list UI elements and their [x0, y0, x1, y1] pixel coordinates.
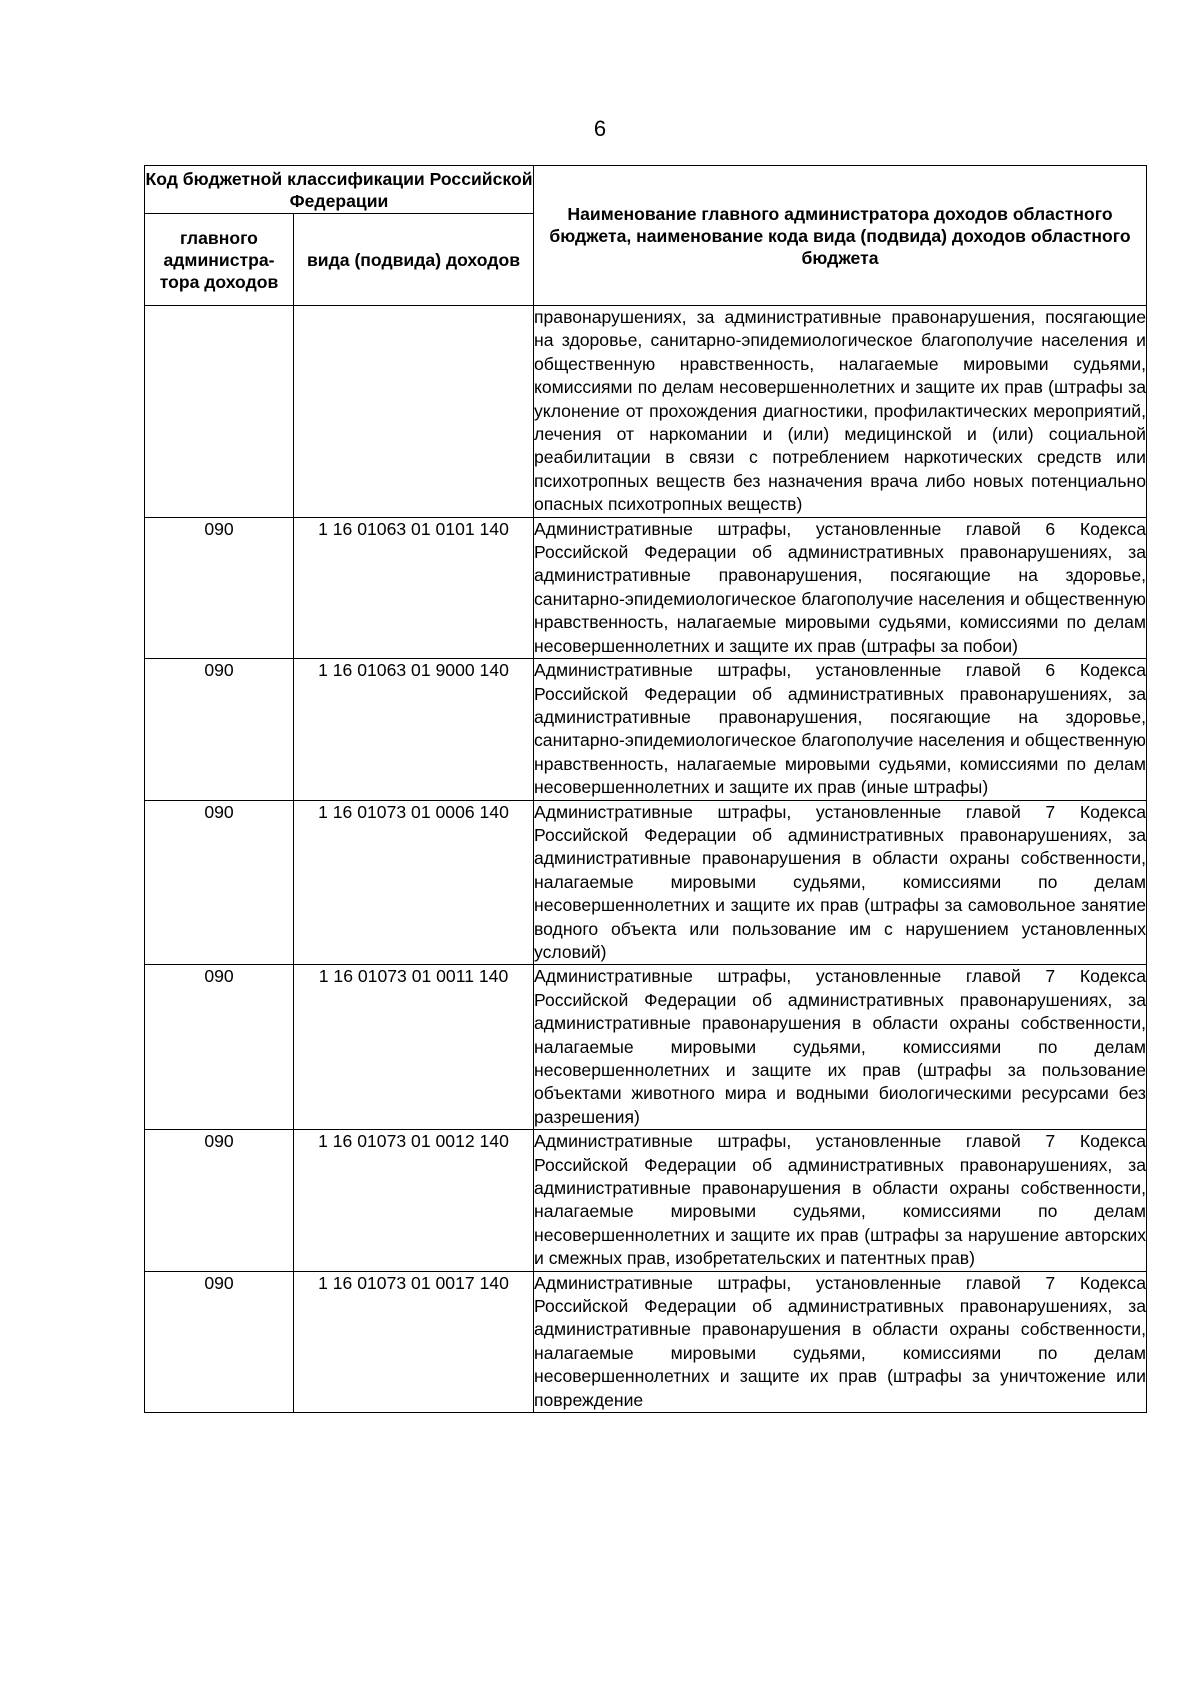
income-code-cell: 1 16 01063 01 0101 140: [294, 517, 534, 658]
admin-code-cell: 090: [145, 965, 294, 1130]
header-kind-column: вида (подвида) доходов: [294, 214, 534, 306]
table-body: [145, 306, 1147, 1413]
income-code-cell: 1 16 01073 01 0012 140: [294, 1130, 534, 1271]
admin-code-cell: 090: [145, 1130, 294, 1271]
income-code-cell: 1 16 01073 01 0006 140: [294, 800, 534, 965]
description-cell: Административные штрафы, установленные главой 7 Кодекса Российской Федерации об административных правонарушениях, за административные правонарушения в области охраны собственности, налагаемые мировыми судьями, комиссиями по делам несовершеннолетних и защите их прав (штрафы за уничтожение или повреждение: [534, 1271, 1147, 1412]
header-row-top: [145, 166, 1147, 214]
header-name-column: Наименование главного администратора доходов областного бюджета, наименование кода вида (подвида) доходов областного бюджета: [534, 166, 1147, 306]
table-row: [145, 517, 1147, 658]
income-code-cell: [294, 306, 534, 518]
description-cell: Административные штрафы, установленные главой 6 Кодекса Российской Федерации об административных правонарушениях, за административные правонарушения, посягающие на здоровье, санитарно-эпидемиологическое благополучие населения и общественную нравственность, налагаемые мировыми судьями, комиссиями по делам несовершеннолетних и защите их прав (иные штрафы): [534, 659, 1147, 800]
income-code-cell: 1 16 01073 01 0011 140: [294, 965, 534, 1130]
table-row: [145, 1130, 1147, 1271]
header-admin-column: главного администра-тора доходов: [145, 214, 294, 306]
table-row: [145, 965, 1147, 1130]
admin-code-cell: 090: [145, 1271, 294, 1412]
budget-classification-table: [144, 165, 1147, 1413]
admin-code-cell: 090: [145, 659, 294, 800]
table-row: [145, 306, 1147, 518]
table-row: [145, 800, 1147, 965]
admin-code-cell: 090: [145, 800, 294, 965]
admin-code-cell: [145, 306, 294, 518]
page-number: 6: [593, 116, 607, 141]
table-row: [145, 659, 1147, 800]
description-cell: Административные штрафы, установленные главой 7 Кодекса Российской Федерации об административных правонарушениях, за административные правонарушения в области охраны собственности, налагаемые мировыми судьями, комиссиями по делам несовершеннолетних и защите их прав (штрафы за самовольное занятие водного объекта или пользование им с нарушением установленных условий): [534, 800, 1147, 965]
admin-code-cell: 090: [145, 517, 294, 658]
description-cell: правонарушениях, за административные правонарушения, посягающие на здоровье, санитарно-эпидемиологическое благополучие населения и общественную нравственность, налагаемые мировыми судьями, комиссиями по делам несовершеннолетних и защите их прав (штрафы за уклонение от прохождения диагностики, профилактических мероприятий, лечения от наркомании и (или) медицинской и (или) социальной реабилитации в связи с потреблением наркотических средств или психотропных веществ без назначения врача либо новых потенциально опасных психотропных веществ): [534, 306, 1147, 518]
description-cell: Административные штрафы, установленные главой 7 Кодекса Российской Федерации об административных правонарушениях, за административные правонарушения в области охраны собственности, налагаемые мировыми судьями, комиссиями по делам несовершеннолетних и защите их прав (штрафы за нарушение авторских и смежных прав, изобретательских и патентных прав): [534, 1130, 1147, 1271]
header-budget-code-group: Код бюджетной классификации Российской Федерации: [145, 166, 534, 214]
income-code-cell: 1 16 01063 01 9000 140: [294, 659, 534, 800]
description-cell: Административные штрафы, установленные главой 6 Кодекса Российской Федерации об административных правонарушениях, за административные правонарушения, посягающие на здоровье, санитарно-эпидемиологическое благополучие населения и общественную нравственность, налагаемые мировыми судьями, комиссиями по делам несовершеннолетних и защите их прав (штрафы за побои): [534, 517, 1147, 658]
description-cell: Административные штрафы, установленные главой 7 Кодекса Российской Федерации об административных правонарушениях, за административные правонарушения в области охраны собственности, налагаемые мировыми судьями, комиссиями по делам несовершеннолетних и защите их прав (штрафы за пользование объектами животного мира и водными биологическими ресурсами без разрешения): [534, 965, 1147, 1130]
table-row: [145, 1271, 1147, 1412]
table-header: [145, 166, 1147, 306]
income-code-cell: 1 16 01073 01 0017 140: [294, 1271, 534, 1412]
